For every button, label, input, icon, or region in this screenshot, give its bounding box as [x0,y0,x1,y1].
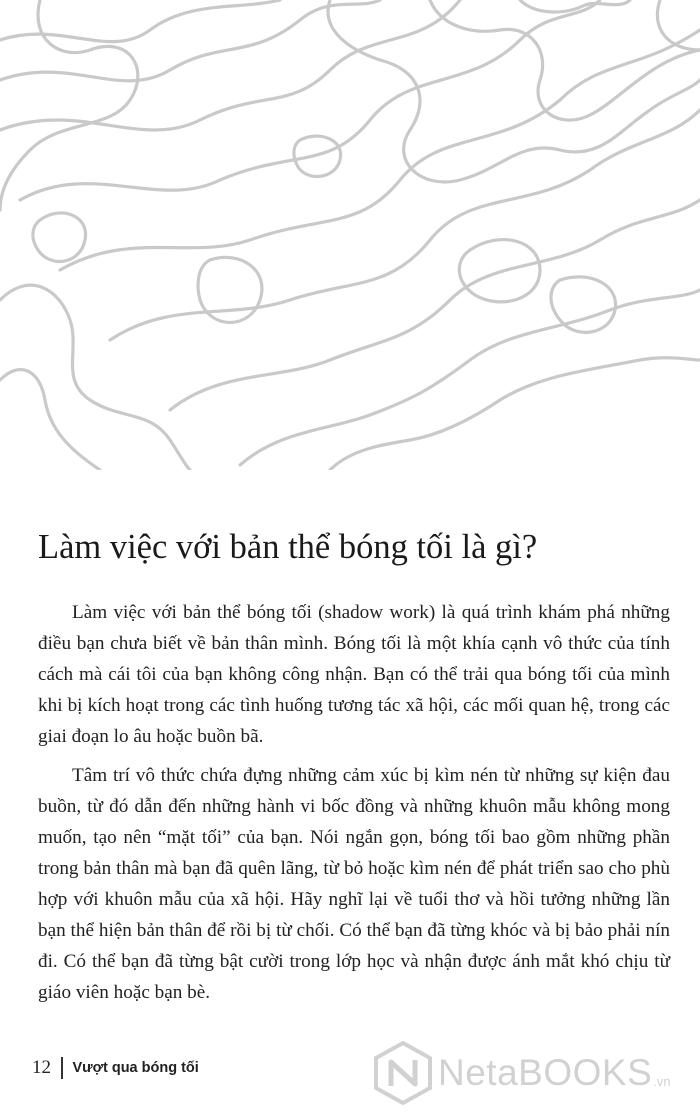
page-title: Làm việc với bản thể bóng tối là gì? [38,528,538,566]
paragraph: Tâm trí vô thức chứa đựng những cảm xúc bị kìm nén từ những sự kiện đau buồn, từ đó dẫn đến những hành vi bốc đồng và những khuôn mẫu không mong muốn, tạo nên “mặt tối” của bạn. Nói ngắn gọn, bóng tối bao gồm những phần trong bản thân mà bạn đã quên lãng, từ bỏ hoặc kìm nén để phát triển sao cho phù hợp với khuôn mẫu của xã hội. Hãy nghĩ lại về tuổi thơ và hồi tưởng những lần bạn thể hiện bản thân để rồi bị từ chối. Có thể bạn đã từng khóc và bị bảo phải nín đi. Có thể bạn đã từng bật cười trong lớp học và nhận được ánh mắt khó chịu từ giáo viên hoặc bạn bè. [38,765,670,1003]
footer-divider [61,1057,63,1079]
contour-line-illustration [0,0,700,470]
running-title: Vượt qua bóng tối [72,1060,199,1076]
publisher-watermark [372,1038,697,1108]
page-number: 12 [32,1057,51,1078]
page-footer [32,1053,199,1083]
paragraph: Làm việc với bản thể bóng tối (shadow work) là quá trình khám phá những điều bạn chưa biết về bản thân mình. Bóng tối là một khía cạnh vô thức của tính cách mà cái tôi của bạn không công nhận. Bạn có thể trải qua bóng tối của mình khi bị kích hoạt trong các tình huống tương tác xã hội, các mối quan hệ, trong các giai đoạn lo âu hoặc buồn bã. [38,602,670,747]
netabooks-logo-icon [372,1040,434,1106]
body-text [38,597,670,1016]
watermark-tld: .vn [653,1073,671,1089]
watermark-name: NetaBOOKS [438,1052,653,1093]
